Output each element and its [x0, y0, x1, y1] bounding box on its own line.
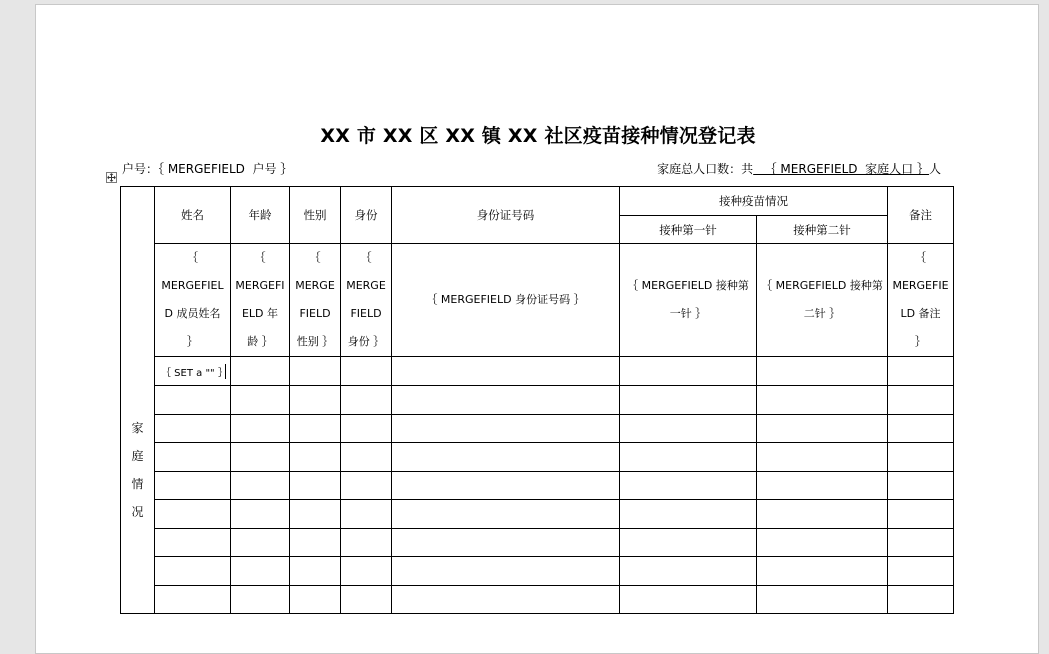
table-cell[interactable] [231, 586, 290, 614]
mf-line: LD 备注 [900, 307, 941, 320]
mf-line: MERGE [346, 279, 386, 292]
row-group-label-cell [121, 187, 155, 614]
merge-field-dose-1[interactable] [620, 244, 757, 357]
header-identity: 身份 [341, 187, 392, 244]
table-cell[interactable] [888, 472, 954, 500]
table-cell[interactable] [341, 415, 392, 443]
header-dose-1: 接种第一针 [620, 216, 757, 244]
table-cell[interactable] [757, 500, 888, 529]
mf-line: ｛ [309, 251, 321, 264]
row-group-char: 情 [131, 477, 144, 491]
table-cell[interactable] [392, 557, 620, 586]
merge-field-remarks[interactable] [888, 244, 954, 357]
table-cell[interactable] [155, 500, 231, 529]
table-cell[interactable] [620, 529, 757, 557]
population-merge-field: ｛ MERGEFIELD 家庭人口 ｝ [753, 162, 929, 176]
merge-field-gender[interactable] [290, 244, 341, 357]
table-cell[interactable] [757, 386, 888, 415]
table-cell[interactable] [620, 500, 757, 529]
row-group-char: 家 [131, 421, 144, 435]
header-gender: 性别 [290, 187, 341, 244]
table-cell[interactable] [392, 415, 620, 443]
table-cell[interactable] [620, 472, 757, 500]
header-id-number: 身份证号码 [392, 187, 620, 244]
mf-line: ｛ [360, 251, 372, 264]
table-row [121, 529, 954, 557]
table-cell[interactable] [341, 529, 392, 557]
table-cell[interactable] [888, 415, 954, 443]
mf-line: ｛ MERGEFIELD 接种第 [761, 279, 883, 292]
table-cell[interactable] [757, 529, 888, 557]
table-cell[interactable] [155, 586, 231, 614]
table-cell[interactable] [290, 386, 341, 415]
header-dose-2: 接种第二针 [757, 216, 888, 244]
table-cell[interactable] [392, 529, 620, 557]
mf-line: MERGEFI [235, 279, 285, 292]
table-cell[interactable] [620, 586, 757, 614]
table-cell[interactable] [231, 472, 290, 500]
table-row [121, 472, 954, 500]
merge-field-dose-2[interactable] [757, 244, 888, 357]
mf-line: ｛ [915, 251, 926, 264]
mf-line: 性别 ｝ [296, 335, 334, 348]
table-cell[interactable] [155, 529, 231, 557]
table-cell[interactable] [231, 500, 290, 529]
table-cell[interactable] [620, 415, 757, 443]
table-cell[interactable] [290, 500, 341, 529]
table-cell[interactable] [620, 557, 757, 586]
table-cell[interactable] [155, 386, 231, 415]
table-cell[interactable] [757, 443, 888, 472]
mf-line: 二针 ｝ [803, 307, 841, 320]
table-cell[interactable] [392, 472, 620, 500]
table-cell[interactable] [757, 557, 888, 586]
table-row [121, 443, 954, 472]
table-cell[interactable] [757, 472, 888, 500]
table-cell[interactable] [290, 586, 341, 614]
mf-line: ｛ MERGEFIELD 身份证号码 ｝ [426, 293, 585, 306]
table-cell[interactable] [155, 472, 231, 500]
header-name: 姓名 [155, 187, 231, 244]
population-line [657, 160, 941, 177]
table-cell[interactable] [888, 386, 954, 415]
mf-line: ｛ [187, 251, 198, 264]
mf-line: MERGEFIE [892, 279, 949, 292]
table-cell[interactable] [392, 586, 620, 614]
population-suffix: 人 [928, 162, 941, 176]
mf-line: ｝ [187, 335, 198, 348]
table-cell[interactable] [341, 557, 392, 586]
table-cell[interactable] [290, 557, 341, 586]
table-cell[interactable] [341, 357, 392, 386]
table-cell[interactable] [620, 443, 757, 472]
table-cell[interactable] [392, 357, 620, 386]
table-cell[interactable] [341, 443, 392, 472]
table-cell[interactable] [888, 500, 954, 529]
table-cell[interactable] [290, 472, 341, 500]
table-cell[interactable] [155, 557, 231, 586]
table-cell[interactable] [757, 357, 888, 386]
table-row [121, 557, 954, 586]
table-cell[interactable] [392, 443, 620, 472]
table-cell[interactable] [757, 415, 888, 443]
household-number-line: 户号：｛ MERGEFIELD 户号 ｝ [122, 162, 293, 176]
mf-line: 龄 ｝ [247, 335, 273, 348]
table-cell[interactable] [620, 357, 757, 386]
mf-line: ｛ MERGEFIELD 接种第 [627, 279, 749, 292]
mf-line: FIELD [350, 307, 382, 320]
table-cell[interactable] [392, 500, 620, 529]
table-cell[interactable] [341, 386, 392, 415]
mf-line: MERGE [295, 279, 335, 292]
table-cell[interactable] [392, 386, 620, 415]
mf-line: 一针 ｝ [669, 307, 707, 320]
table-cell[interactable] [231, 386, 290, 415]
mf-line: D 成员姓名 [164, 307, 221, 320]
row-group-char: 庭 [131, 449, 144, 463]
merge-field-name[interactable] [155, 244, 231, 357]
set-field-cell[interactable] [155, 357, 231, 386]
table-cell[interactable] [888, 357, 954, 386]
mf-line: ｝ [915, 335, 926, 348]
table-cell[interactable] [341, 472, 392, 500]
registration-table [120, 186, 954, 614]
header-age: 年龄 [231, 187, 290, 244]
merge-field-id-number[interactable] [392, 244, 620, 357]
page-title: XX 市 XX 区 XX 镇 XX 社区疫苗接种情况登记表 [320, 125, 756, 147]
table-row [121, 500, 954, 529]
table-cell[interactable] [290, 415, 341, 443]
table-row [121, 386, 954, 415]
table-cell[interactable] [155, 443, 231, 472]
table-cell[interactable] [341, 500, 392, 529]
header-remarks: 备注 [888, 187, 954, 244]
mf-line: ｛ [254, 251, 266, 264]
table-cell[interactable] [231, 529, 290, 557]
table-cell[interactable] [888, 443, 954, 472]
table-cell[interactable] [290, 357, 341, 386]
table-cell[interactable] [341, 586, 392, 614]
table-cell[interactable] [757, 586, 888, 614]
table-row [121, 586, 954, 614]
mf-line: ELD 年 [241, 307, 279, 320]
table-cell[interactable] [290, 443, 341, 472]
mf-line: 身份 ｝ [347, 335, 385, 348]
table-cell[interactable] [231, 415, 290, 443]
table-cell[interactable] [231, 557, 290, 586]
mf-line: FIELD [299, 307, 331, 320]
table-cell[interactable] [231, 443, 290, 472]
table-row [121, 415, 954, 443]
document-page [35, 4, 1039, 654]
row-group-char: 况 [131, 505, 144, 519]
table-cell[interactable] [888, 586, 954, 614]
merge-field-age[interactable] [231, 244, 290, 357]
table-cell[interactable] [155, 415, 231, 443]
merge-field-identity[interactable] [341, 244, 392, 357]
table-cell[interactable] [290, 529, 341, 557]
table-cell[interactable] [888, 557, 954, 586]
set-field: ｛ SET a "" ｝ [161, 364, 226, 379]
header-vaccination: 接种疫苗情况 [620, 187, 888, 216]
population-prefix: 家庭总人口数：共 [657, 162, 754, 176]
table-cell[interactable] [620, 386, 757, 415]
table-move-handle-icon[interactable] [106, 172, 117, 183]
table-cell[interactable] [888, 529, 954, 557]
mf-line: MERGEFIEL [161, 279, 224, 292]
table-cell[interactable] [231, 357, 290, 386]
